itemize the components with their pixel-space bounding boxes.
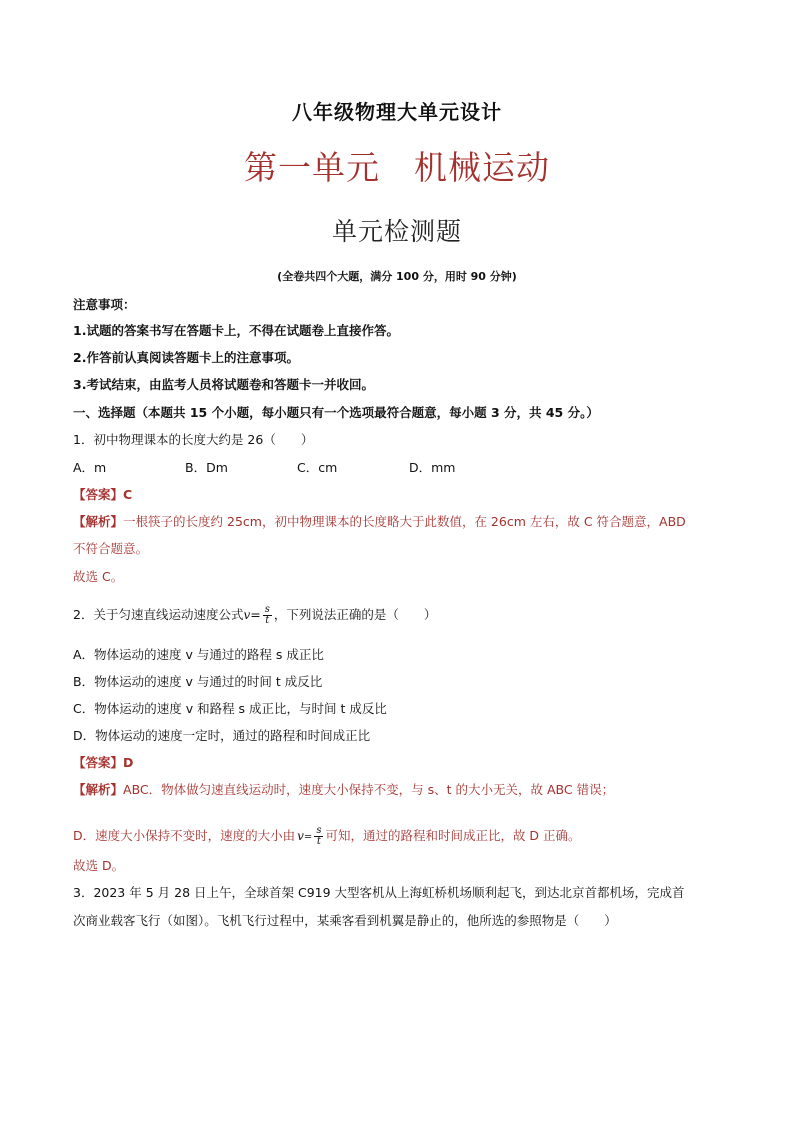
q2-option-c: C．物体运动的速度 v 和路程 s 成正比，与时间 t 成反比 xyxy=(73,701,387,716)
formula-numerator: s xyxy=(316,825,322,836)
analysis-text-before: D．速度大小保持不变时，速度的大小由 xyxy=(73,828,296,843)
q3-stem-line2: 次商业载客飞行（如图）。飞机飞行过程中，某乘客看到机翼是静止的，他所选的参照物是（ ） xyxy=(73,913,617,928)
analysis-text: ABC．物体做匀速直线运动时，速度大小保持不变，与 s、t 的大小无关，故 ABC 错误； xyxy=(123,782,615,797)
q1-stem: 1．初中物理课本的长度大约是 26（ ） xyxy=(73,432,314,447)
answer-value: C xyxy=(123,487,133,502)
analysis-text: 一根筷子的长度约 25cm，初中物理课本的长度略大于此数值，在 26cm 左右，故 C 符合题意，ABD xyxy=(123,514,686,529)
q1-analysis-line2: 不符合题意。 xyxy=(73,541,149,556)
formula-eq: = xyxy=(250,607,261,622)
speed-formula-fraction xyxy=(263,605,272,626)
formula-eq: = xyxy=(303,831,313,843)
q2-option-b: B．物体运动的速度 v 与通过的时间 t 成反比 xyxy=(73,674,323,689)
q2-answer xyxy=(73,754,733,772)
unit-title: 第一单元 机械运动 xyxy=(244,148,550,187)
q2-stem-after: ，下列说法正确的是（ ） xyxy=(273,607,437,622)
q1-analysis-line1 xyxy=(73,513,733,531)
q2-stem-before: 2．关于匀速直线运动速度公式 xyxy=(73,607,244,622)
formula-v: v xyxy=(243,608,251,622)
answer-value: D xyxy=(123,755,134,770)
formula-denominator: t xyxy=(316,836,321,847)
formula-numerator: s xyxy=(264,604,270,615)
q2-analysis-line1 xyxy=(73,781,733,799)
q1-option-b: B．Dm xyxy=(185,460,228,475)
q2-analysis-line2 xyxy=(73,826,733,847)
q1-option-c: C．cm xyxy=(297,460,338,475)
notice-heading: 注意事项： xyxy=(73,297,136,312)
answer-tag: 【答案】 xyxy=(73,487,124,502)
formula-v: v xyxy=(297,828,304,843)
exam-info: (全卷共四个大题，满分 100 分，用时 90 分钟) xyxy=(277,270,517,283)
speed-formula-inline xyxy=(297,826,323,847)
q2-conclusion: 故选 D。 xyxy=(73,858,125,873)
q2-option-d: D．物体运动的速度一定时，通过的路程和时间成正比 xyxy=(73,728,371,743)
q3-stem-line1: 3．2023 年 5 月 28 日上午，全球首架 C919 大型客机从上海虹桥机场顺利起飞，到达北京首都机场，完成首 xyxy=(73,885,685,900)
test-subtitle: 单元检测题 xyxy=(331,217,462,246)
analysis-tag: 【解析】 xyxy=(73,782,124,797)
formula-denominator: t xyxy=(265,615,270,626)
q2-stem xyxy=(73,605,733,626)
q1-option-a: A．m xyxy=(73,460,107,475)
q1-answer xyxy=(73,486,733,504)
analysis-tag: 【解析】 xyxy=(73,514,124,529)
notice-item-1: 1.试题的答案书写在答题卡上，不得在试题卷上直接作答。 xyxy=(73,323,399,338)
answer-tag: 【答案】 xyxy=(73,755,124,770)
notice-item-3: 3.考试结束，由监考人员将试题卷和答题卡一并收回。 xyxy=(73,377,374,392)
q1-option-d: D．mm xyxy=(409,460,456,475)
q2-option-a: A．物体运动的速度 v 与通过的路程 s 成正比 xyxy=(73,647,324,662)
section-heading: 一、选择题（本题共 15 个小题，每小题只有一个选项最符合题意，每小题 3 分，共 45 分。） xyxy=(73,405,599,420)
analysis-text-after: 可知，通过的路程和时间成正比，故 D 正确。 xyxy=(325,828,581,843)
notice-item-2: 2.作答前认真阅读答题卡上的注意事项。 xyxy=(73,350,299,365)
q1-conclusion: 故选 C。 xyxy=(73,569,124,584)
document-title: 八年级物理大单元设计 xyxy=(292,100,502,124)
